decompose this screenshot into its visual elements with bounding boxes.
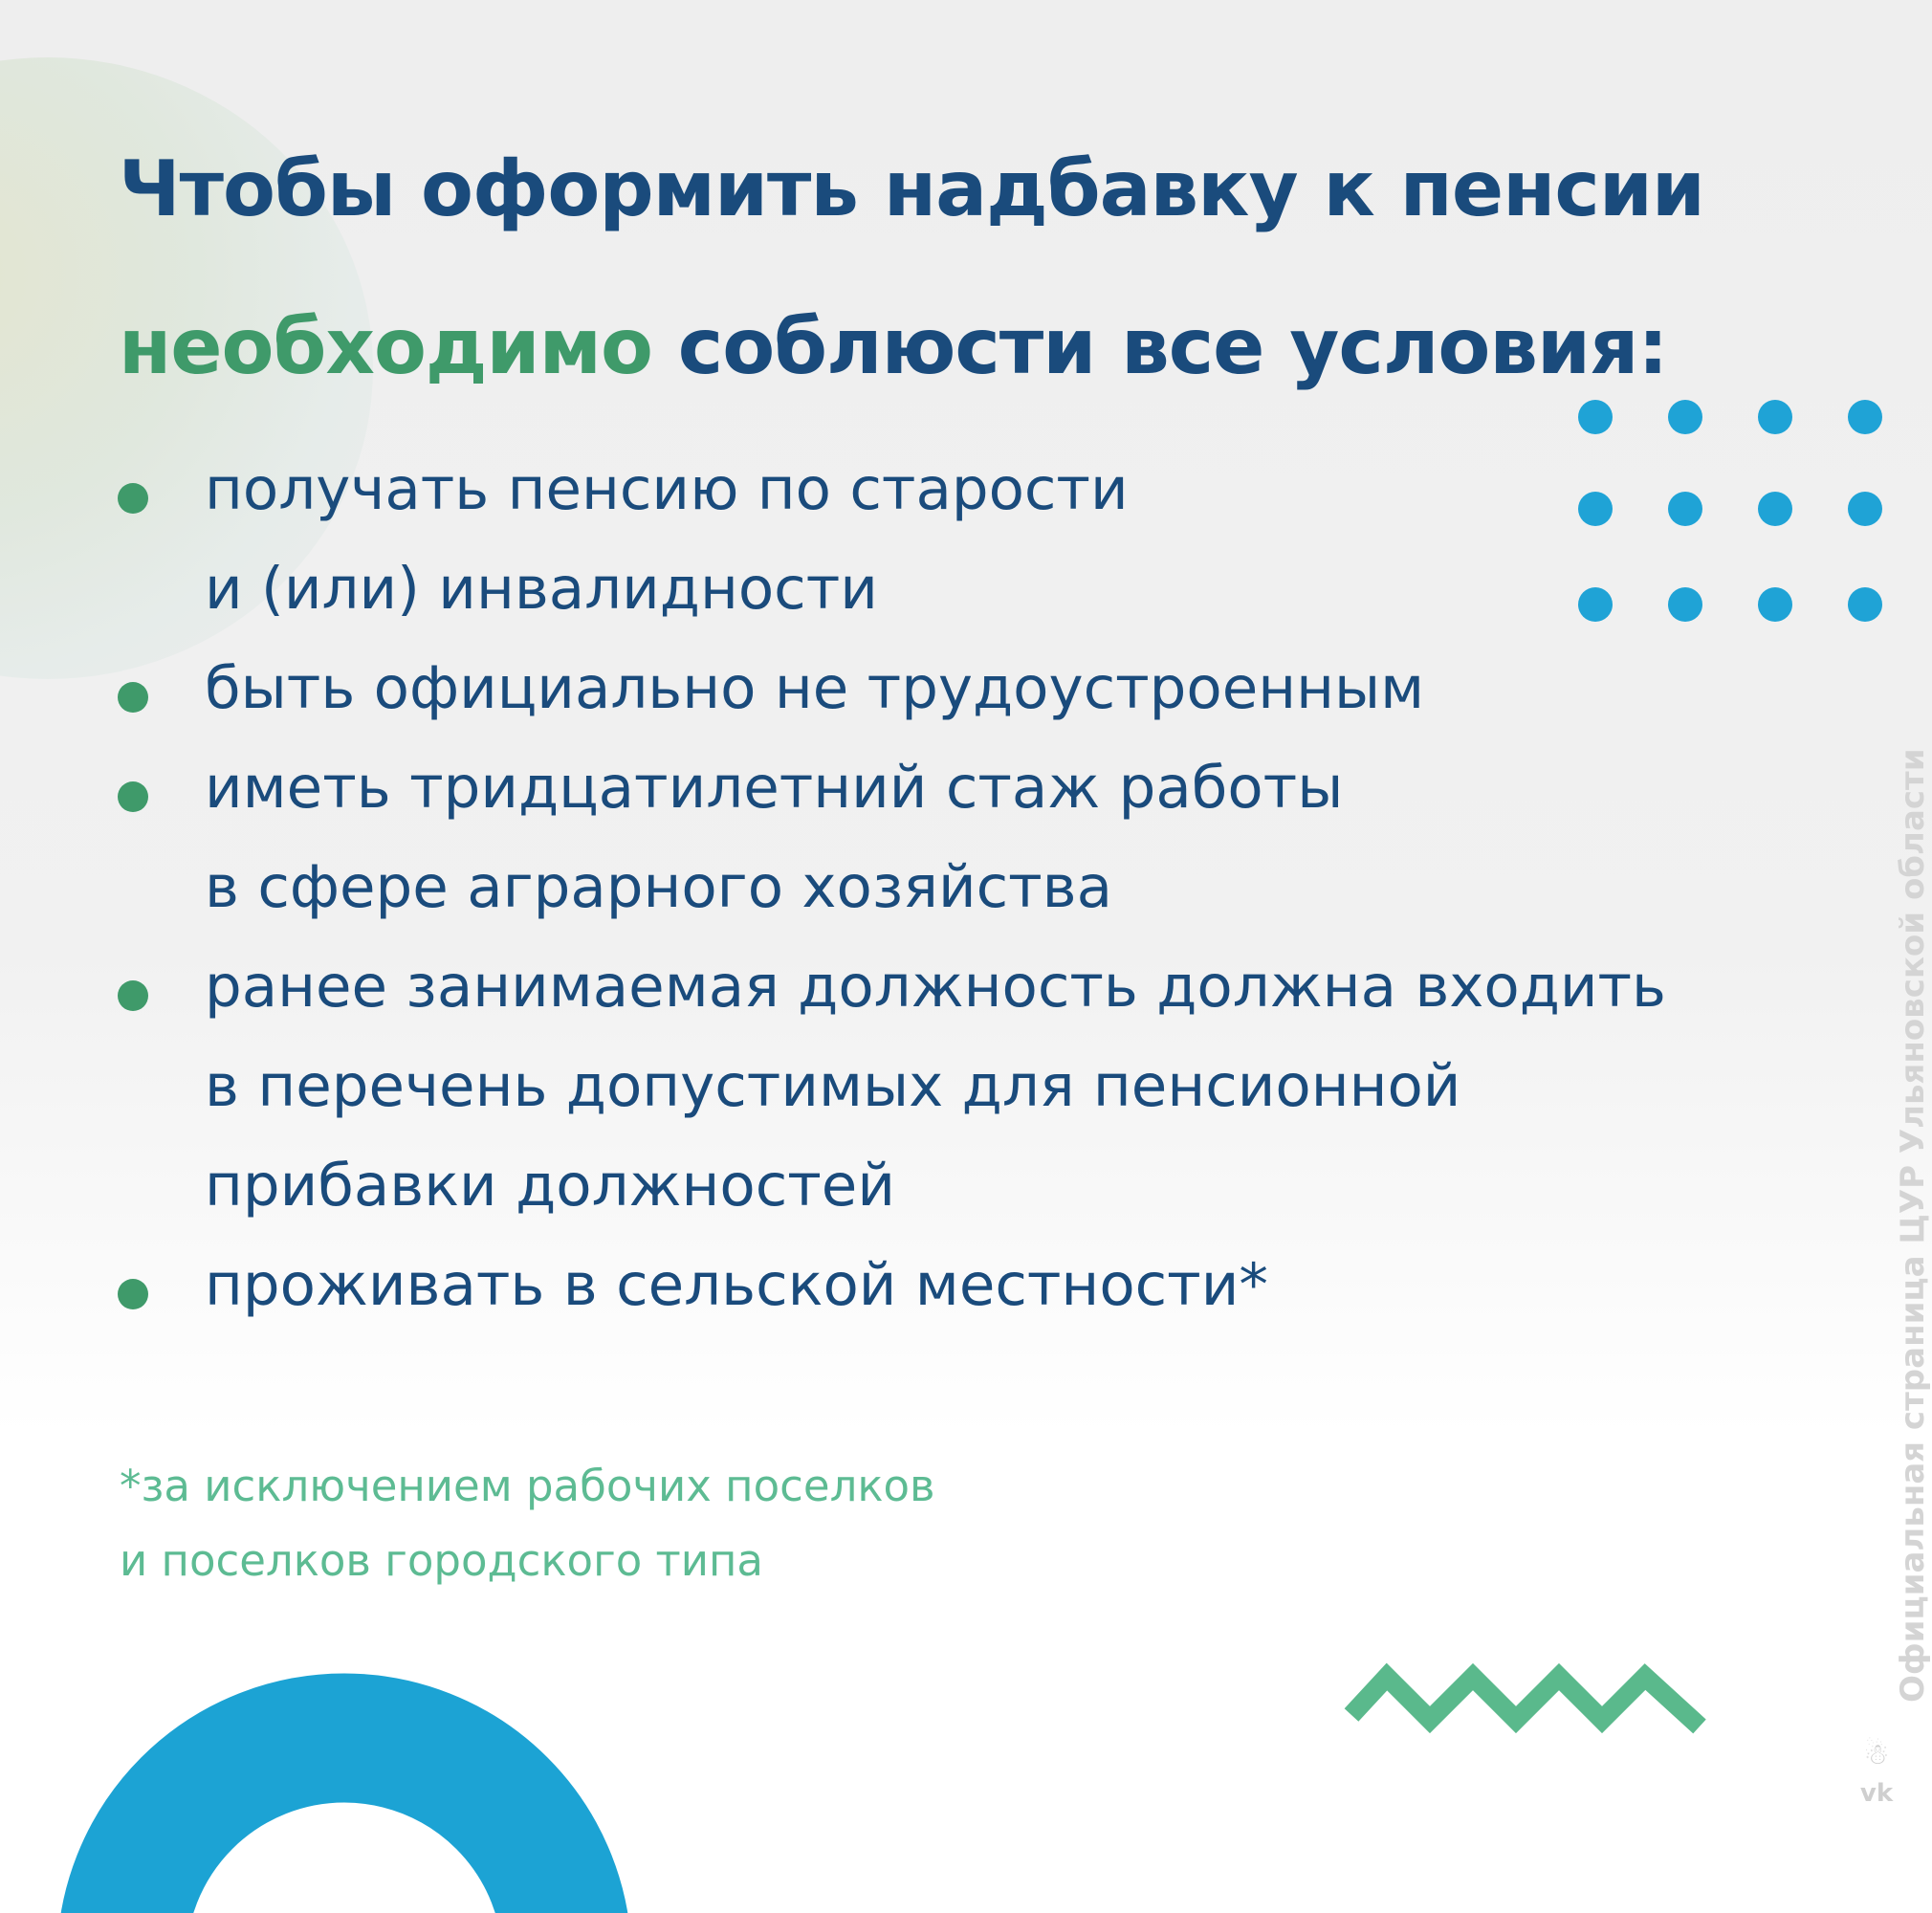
condition-text: иметь тридцатилетний стаж работы в сфере аграрного хозяйства <box>205 754 1344 921</box>
grid-dot <box>1848 400 1882 434</box>
grid-dot <box>1578 400 1613 434</box>
decorative-zigzag <box>1344 1660 1707 1746</box>
bullet-dot-icon <box>118 1279 148 1309</box>
grid-dot <box>1668 400 1702 434</box>
social-icons <box>1857 1736 1896 1813</box>
grid-dot <box>1758 492 1792 526</box>
odnoklassniki-icon: ☃ <box>1863 1738 1890 1771</box>
condition-text: проживать в сельской местности* <box>205 1251 1268 1319</box>
condition-item <box>115 738 1666 937</box>
grid-dot <box>1848 587 1882 622</box>
vk-icon: vk <box>1859 1779 1894 1808</box>
bullet-dot-icon <box>118 980 148 1011</box>
official-page-caption: Официальная страница ЦУР Ульяновской области <box>1894 748 1932 1703</box>
bullet-dot-icon <box>118 781 148 812</box>
condition-text: быть официально не трудоустроенным <box>205 654 1425 722</box>
page-title <box>119 110 1704 426</box>
grid-dot <box>1848 492 1882 526</box>
condition-text: получать пенсию по старости и (или) инвалидности <box>205 455 1129 623</box>
condition-item <box>115 1236 1666 1335</box>
grid-dot <box>1758 587 1792 622</box>
footnote: *за исключением рабочих поселков и поселков городского типа <box>120 1461 935 1586</box>
condition-text: ранее занимаемая должность должна входить в перечень допустимых для пенсионной прибавки должностей <box>205 953 1667 1220</box>
condition-item <box>115 639 1666 738</box>
grid-dot <box>1668 492 1702 526</box>
title-accent-word: необходимо <box>119 302 652 391</box>
title-line-1: Чтобы оформить надбавку к пенсии <box>119 144 1704 233</box>
conditions-list <box>115 440 1666 1335</box>
grid-dot <box>1758 400 1792 434</box>
decorative-blue-ring <box>0 1688 593 1913</box>
grid-dot <box>1668 587 1702 622</box>
bullet-dot-icon <box>118 483 148 514</box>
title-line-2-rest: соблюсти все условия: <box>651 302 1668 391</box>
condition-item <box>115 937 1666 1236</box>
bullet-dot-icon <box>118 682 148 713</box>
condition-item <box>115 440 1666 639</box>
